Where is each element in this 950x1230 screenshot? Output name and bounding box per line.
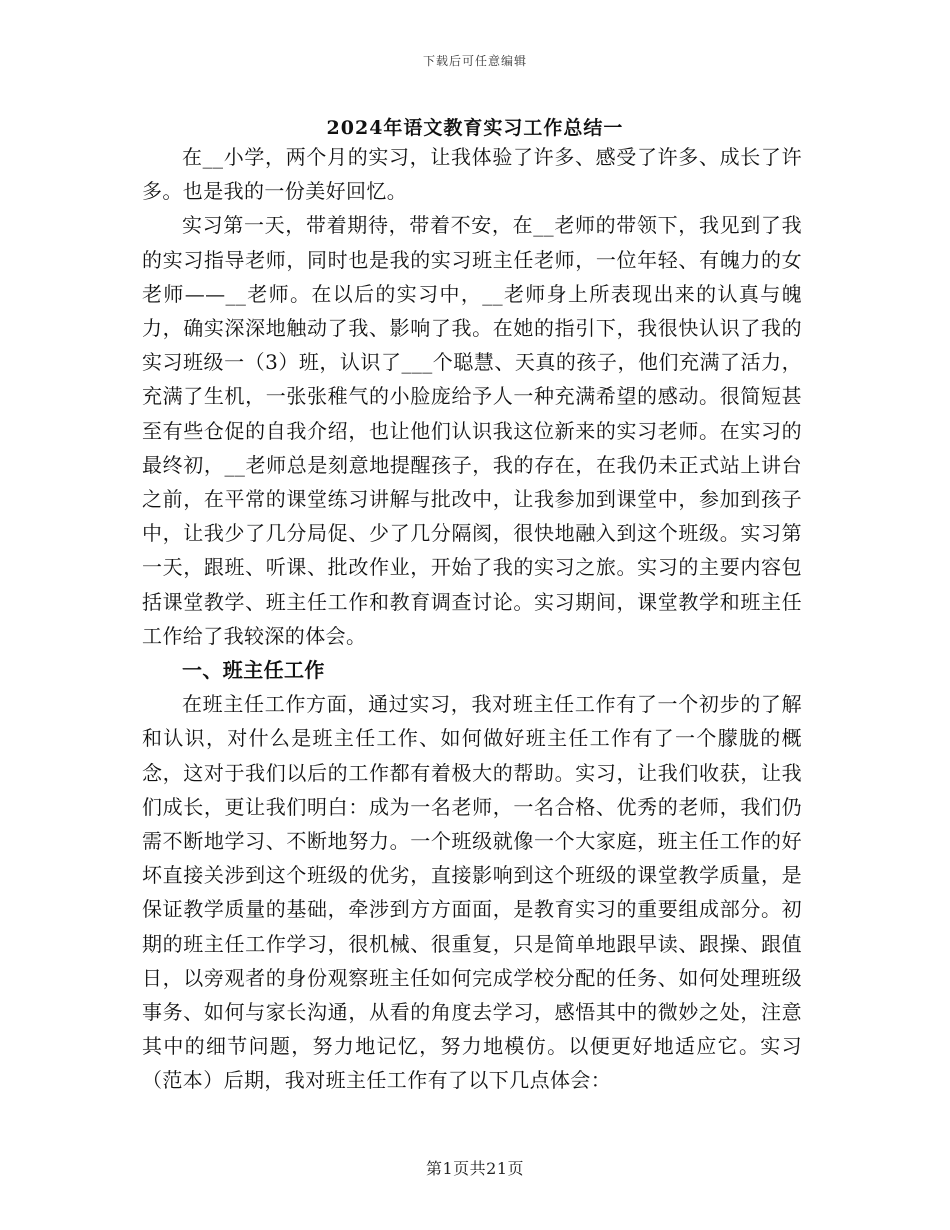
header-note: 下载后可任意编辑 (422, 54, 527, 68)
paragraph-intro: 在__小学，两个月的实习，让我体验了许多、感受了许多、成长了许多。也是我的一份美好回忆。 (142, 145, 802, 204)
page-footer: 第1页共21页 (425, 1159, 525, 1178)
section-heading: 一、班主任工作 (182, 658, 325, 683)
paragraph-first-day: 实习第一天，带着期待，带着不安，在__老师的带领下，我见到了我的实习指导老师，同时也是我的实习班主任老师，一位年轻、有魄力的女老师——__老师。在以后的实习中，__老师身上所表现出来的认真与魄力，确实深深地触动了我、影响了我。在她的指引下，我很快认识了我的实习班级一（3）班，认识了___个聪慧、天真的孩子，他们充满了活力，充满了生机，一张张稚气的小脸庞给予人一种充满希望的感动。很简短甚至有些仓促的自我介绍，也让他们认识我这位新来的实习老师。在实习的最终初，__老师总是刻意地提醒孩子，我的存在，在我仍未正式站上讲台之前，在平常的课堂练习讲解与批改中，让我参加到课堂中，参加到孩子中，让我少了几分局促、少了几分隔阂，很快地融入到这个班级。实习第一天，跟班、听课、批改作业，开始了我的实习之旅。实习的主要内容包括课堂教学、班主任工作和教育调查讨论。实习期间，课堂教学和班主任工作给了我较深的体会。 (142, 213, 802, 648)
document-body (142, 140, 802, 1098)
paragraph-class-teacher: 在班主任工作方面，通过实习，我对班主任工作有了一个初步的了解和认识，对什么是班主任工作、如何做好班主任工作有了一个朦胧的概念，这对于我们以后的工作都有着极大的帮助。实习，让我们收获，让我们成长，更让我们明白：成为一名老师，一名合格、优秀的老师，我们仍需不断地学习、不断地努力。一个班级就像一个大家庭，班主任工作的好坏直接关涉到这个班级的优劣，直接影响到这个班级的课堂教学质量，是保证教学质量的基础，牵涉到方方面面，是教育实习的重要组成部分。初期的班主任工作学习，很机械、很重复，只是简单地跟早读、跟操、跟值日，以旁观者的身份观察班主任如何完成学校分配的任务、如何处理班级事务、如何与家长沟通，从看的角度去学习，感悟其中的微妙之处，注意其中的细节问题，努力地记忆，努力地模仿。以便更好地适应它。实习（范本）后期，我对班主任工作有了以下几点体会： (142, 692, 802, 1093)
document-title: 2024年语文教育实习工作总结一 (326, 117, 624, 139)
